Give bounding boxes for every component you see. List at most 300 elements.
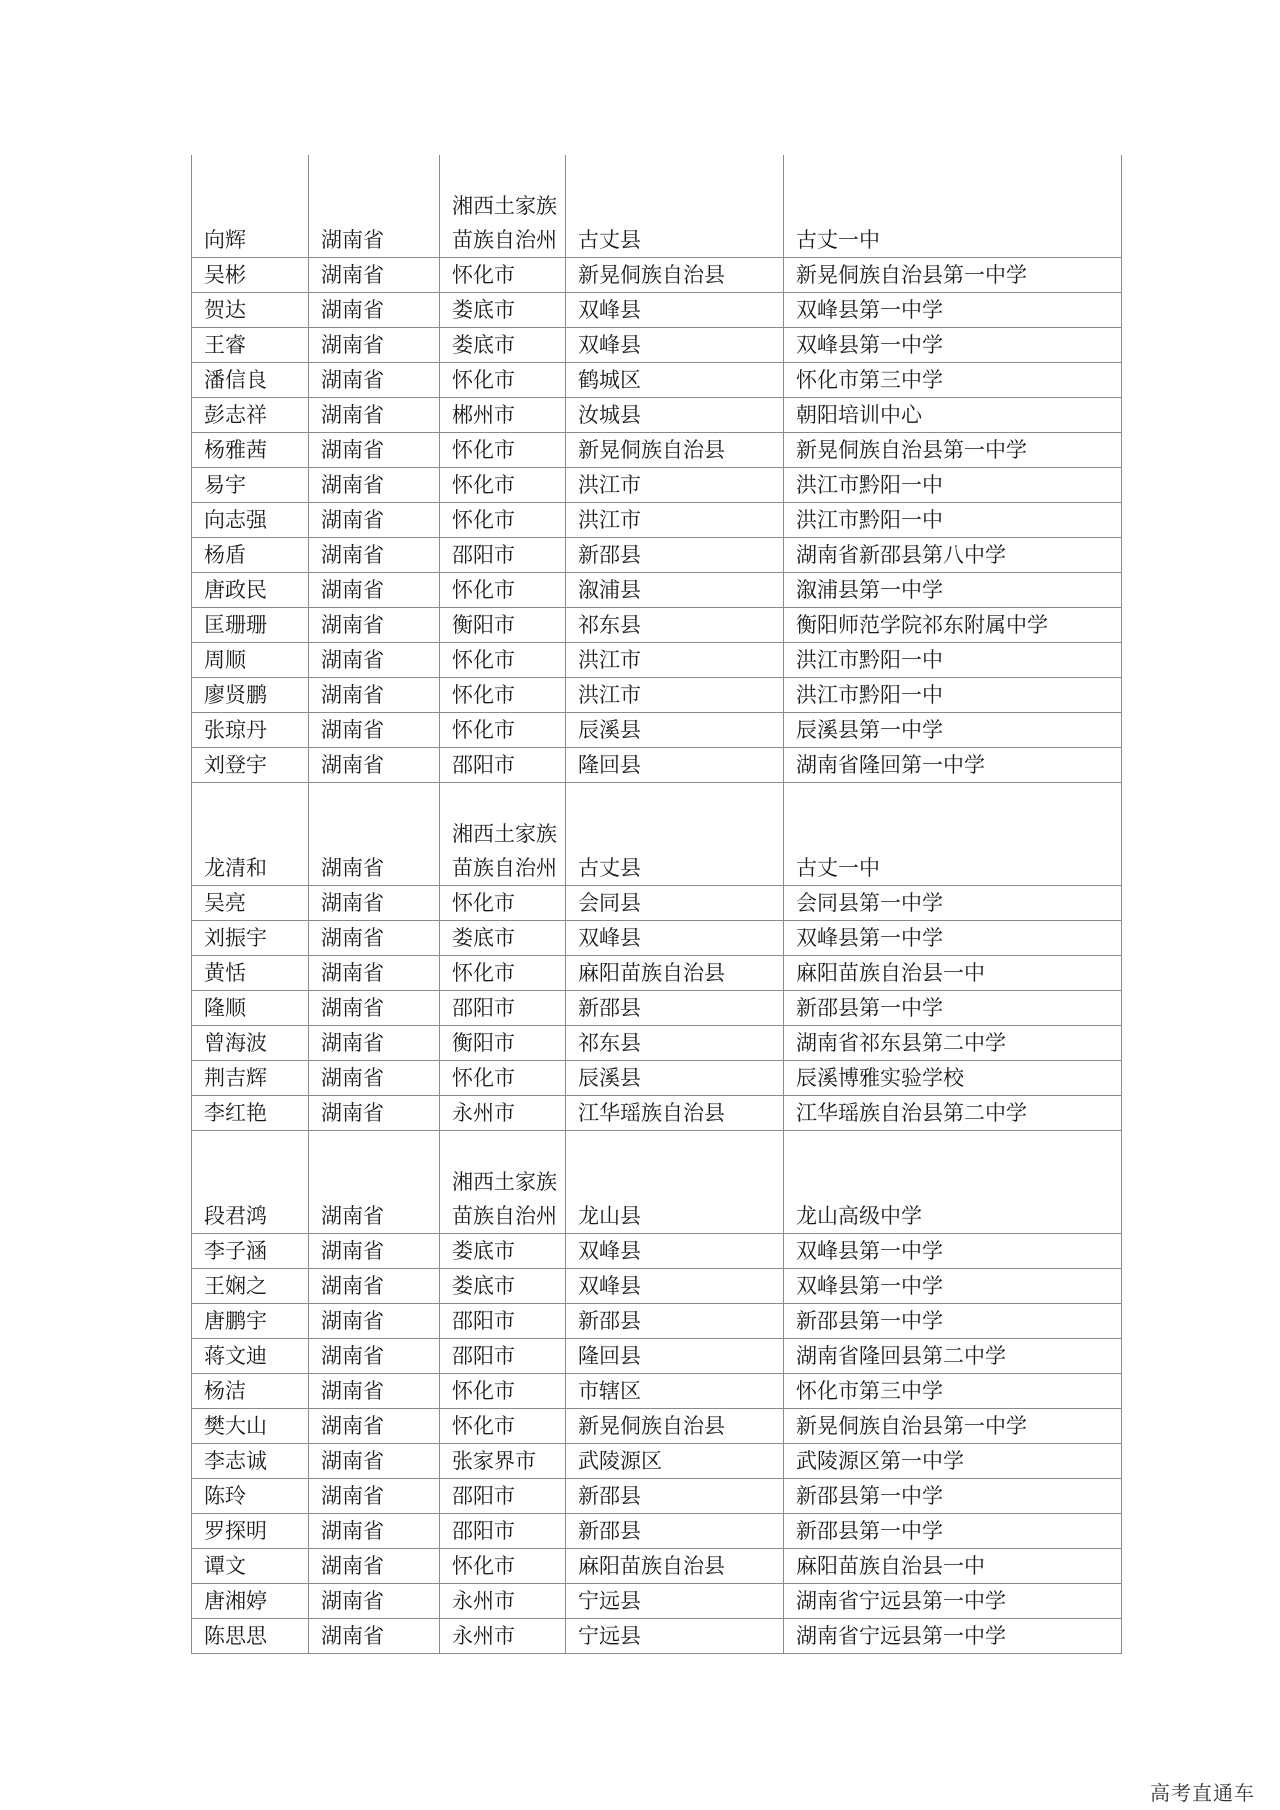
- city-text: 湘西土家族苗族自治州: [452, 822, 557, 880]
- province-text: 湖南省: [321, 298, 384, 322]
- table-row: [192, 1339, 1122, 1374]
- cell-name: [192, 1234, 309, 1269]
- county-text: 新晃侗族自治县: [578, 263, 725, 287]
- table-row: [192, 1234, 1122, 1269]
- school-text: 麻阳苗族自治县一中: [796, 961, 985, 985]
- county-text: 市辖区: [578, 1379, 641, 1403]
- name-text: 贺达: [204, 298, 246, 322]
- school-text: 溆浦县第一中学: [796, 578, 943, 602]
- cell-school: [784, 1061, 1122, 1096]
- cell-name: [192, 1304, 309, 1339]
- school-text: 古丈一中: [796, 856, 880, 880]
- cell-county: [566, 503, 784, 538]
- cell-city: [440, 573, 566, 608]
- cell-county: [566, 1234, 784, 1269]
- county-text: 江华瑶族自治县: [578, 1101, 725, 1125]
- school-text: 洪江市黔阳一中: [796, 508, 943, 532]
- roster-body: [192, 155, 1122, 1654]
- cell-city: [440, 538, 566, 573]
- roster-table: [191, 155, 1122, 1654]
- cell-county: [566, 921, 784, 956]
- province-text: 湖南省: [321, 613, 384, 637]
- cell-province: [309, 363, 440, 398]
- cell-school: [784, 538, 1122, 573]
- city-text: 怀化市: [452, 1414, 515, 1438]
- table-row: [192, 886, 1122, 921]
- cell-county: [566, 1479, 784, 1514]
- school-text: 衡阳师范学院祁东附属中学: [796, 613, 1048, 637]
- cell-school: [784, 748, 1122, 783]
- cell-county: [566, 258, 784, 293]
- province-text: 湖南省: [321, 438, 384, 462]
- cell-county: [566, 1619, 784, 1654]
- city-text: 怀化市: [452, 961, 515, 985]
- name-text: 段君鸿: [204, 1204, 267, 1228]
- county-text: 溆浦县: [578, 578, 641, 602]
- cell-city: [440, 678, 566, 713]
- school-text: 洪江市黔阳一中: [796, 648, 943, 672]
- cell-province: [309, 1269, 440, 1304]
- cell-name: [192, 155, 309, 258]
- city-text: 娄底市: [452, 1274, 515, 1298]
- county-text: 新晃侗族自治县: [578, 438, 725, 462]
- cell-city: [440, 643, 566, 678]
- cell-city: [440, 1409, 566, 1444]
- table-row: [192, 1584, 1122, 1619]
- cell-city: [440, 608, 566, 643]
- cell-city: [440, 783, 566, 886]
- school-text: 新邵县第一中学: [796, 1484, 943, 1508]
- province-text: 湖南省: [321, 1379, 384, 1403]
- cell-name: [192, 956, 309, 991]
- cell-county: [566, 1339, 784, 1374]
- watermark-text: 高考直通车: [1150, 1781, 1255, 1805]
- table-row: [192, 1479, 1122, 1514]
- province-text: 湖南省: [321, 996, 384, 1020]
- city-text: 邵阳市: [452, 1309, 515, 1333]
- cell-city: [440, 433, 566, 468]
- cell-province: [309, 1479, 440, 1514]
- name-text: 龙清和: [204, 856, 267, 880]
- cell-county: [566, 573, 784, 608]
- name-text: 曾海波: [204, 1031, 267, 1055]
- cell-name: [192, 1584, 309, 1619]
- county-text: 古丈县: [578, 856, 641, 880]
- province-text: 湖南省: [321, 1204, 384, 1228]
- cell-province: [309, 1131, 440, 1234]
- county-text: 新邵县: [578, 996, 641, 1020]
- name-text: 李志诚: [204, 1449, 267, 1473]
- cell-school: [784, 991, 1122, 1026]
- city-text: 怀化市: [452, 891, 515, 915]
- cell-school: [784, 608, 1122, 643]
- cell-county: [566, 1409, 784, 1444]
- school-text: 古丈一中: [796, 228, 880, 252]
- name-text: 杨洁: [204, 1379, 246, 1403]
- cell-city: [440, 1514, 566, 1549]
- name-text: 刘振宇: [204, 926, 267, 950]
- cell-name: [192, 713, 309, 748]
- cell-school: [784, 1026, 1122, 1061]
- city-text: 怀化市: [452, 508, 515, 532]
- cell-county: [566, 783, 784, 886]
- cell-county: [566, 398, 784, 433]
- county-text: 新邵县: [578, 1309, 641, 1333]
- cell-province: [309, 1234, 440, 1269]
- cell-province: [309, 573, 440, 608]
- cell-province: [309, 783, 440, 886]
- cell-name: [192, 886, 309, 921]
- school-text: 怀化市第三中学: [796, 368, 943, 392]
- school-text: 湖南省祁东县第二中学: [796, 1031, 1006, 1055]
- name-text: 陈思思: [204, 1624, 267, 1648]
- table-row: [192, 1026, 1122, 1061]
- city-text: 永州市: [452, 1624, 515, 1648]
- school-text: 江华瑶族自治县第二中学: [796, 1101, 1027, 1125]
- city-text: 衡阳市: [452, 1031, 515, 1055]
- county-text: 双峰县: [578, 1274, 641, 1298]
- county-text: 辰溪县: [578, 1066, 641, 1090]
- cell-school: [784, 886, 1122, 921]
- cell-province: [309, 503, 440, 538]
- cell-city: [440, 155, 566, 258]
- name-text: 向志强: [204, 508, 267, 532]
- province-text: 湖南省: [321, 1484, 384, 1508]
- city-text: 邵阳市: [452, 1344, 515, 1368]
- cell-county: [566, 468, 784, 503]
- county-text: 鹤城区: [578, 368, 641, 392]
- cell-school: [784, 468, 1122, 503]
- cell-school: [784, 1304, 1122, 1339]
- name-text: 张琼丹: [204, 718, 267, 742]
- cell-city: [440, 1584, 566, 1619]
- province-text: 湖南省: [321, 473, 384, 497]
- cell-name: [192, 1131, 309, 1234]
- county-text: 双峰县: [578, 333, 641, 357]
- cell-province: [309, 293, 440, 328]
- county-text: 麻阳苗族自治县: [578, 1554, 725, 1578]
- school-text: 湖南省新邵县第八中学: [796, 543, 1006, 567]
- cell-school: [784, 1479, 1122, 1514]
- school-text: 龙山高级中学: [796, 1204, 922, 1228]
- cell-name: [192, 398, 309, 433]
- table-row: [192, 1131, 1122, 1234]
- name-text: 向辉: [204, 228, 246, 252]
- cell-name: [192, 643, 309, 678]
- school-text: 湖南省隆回县第二中学: [796, 1344, 1006, 1368]
- cell-school: [784, 1409, 1122, 1444]
- school-text: 湖南省宁远县第一中学: [796, 1624, 1006, 1648]
- name-text: 彭志祥: [204, 403, 267, 427]
- cell-school: [784, 1374, 1122, 1409]
- cell-school: [784, 155, 1122, 258]
- cell-school: [784, 1234, 1122, 1269]
- school-text: 湖南省隆回第一中学: [796, 753, 985, 777]
- cell-name: [192, 748, 309, 783]
- province-text: 湖南省: [321, 1414, 384, 1438]
- county-text: 双峰县: [578, 298, 641, 322]
- cell-city: [440, 713, 566, 748]
- school-text: 双峰县第一中学: [796, 926, 943, 950]
- cell-name: [192, 363, 309, 398]
- table-row: [192, 1269, 1122, 1304]
- cell-county: [566, 678, 784, 713]
- county-text: 新邵县: [578, 1484, 641, 1508]
- cell-school: [784, 258, 1122, 293]
- school-text: 洪江市黔阳一中: [796, 473, 943, 497]
- county-text: 隆回县: [578, 1344, 641, 1368]
- cell-county: [566, 1061, 784, 1096]
- cell-province: [309, 1339, 440, 1374]
- school-text: 武陵源区第一中学: [796, 1449, 964, 1473]
- county-text: 洪江市: [578, 473, 641, 497]
- cell-province: [309, 258, 440, 293]
- province-text: 湖南省: [321, 403, 384, 427]
- table-row: [192, 155, 1122, 258]
- name-text: 蒋文迪: [204, 1344, 267, 1368]
- county-text: 麻阳苗族自治县: [578, 961, 725, 985]
- county-text: 武陵源区: [578, 1449, 662, 1473]
- province-text: 湖南省: [321, 1031, 384, 1055]
- table-row: [192, 363, 1122, 398]
- cell-school: [784, 293, 1122, 328]
- name-text: 杨雅茜: [204, 438, 267, 462]
- cell-name: [192, 1549, 309, 1584]
- city-text: 永州市: [452, 1101, 515, 1125]
- cell-city: [440, 293, 566, 328]
- school-text: 洪江市黔阳一中: [796, 683, 943, 707]
- cell-province: [309, 1026, 440, 1061]
- cell-city: [440, 1304, 566, 1339]
- cell-county: [566, 433, 784, 468]
- table-row: [192, 1444, 1122, 1479]
- cell-name: [192, 293, 309, 328]
- cell-county: [566, 1269, 784, 1304]
- name-text: 隆顺: [204, 996, 246, 1020]
- name-text: 罗探明: [204, 1519, 267, 1543]
- city-text: 湘西土家族苗族自治州: [452, 1170, 557, 1228]
- cell-province: [309, 678, 440, 713]
- table-row: [192, 538, 1122, 573]
- county-text: 新晃侗族自治县: [578, 1414, 725, 1438]
- cell-school: [784, 1514, 1122, 1549]
- cell-school: [784, 503, 1122, 538]
- table-row: [192, 328, 1122, 363]
- cell-county: [566, 643, 784, 678]
- cell-school: [784, 573, 1122, 608]
- cell-county: [566, 1374, 784, 1409]
- province-text: 湖南省: [321, 1589, 384, 1613]
- cell-province: [309, 1304, 440, 1339]
- cell-city: [440, 991, 566, 1026]
- city-text: 怀化市: [452, 718, 515, 742]
- cell-province: [309, 1619, 440, 1654]
- city-text: 怀化市: [452, 1379, 515, 1403]
- city-text: 邵阳市: [452, 543, 515, 567]
- cell-name: [192, 468, 309, 503]
- cell-county: [566, 1096, 784, 1131]
- cell-city: [440, 886, 566, 921]
- table-row: [192, 643, 1122, 678]
- cell-county: [566, 363, 784, 398]
- cell-county: [566, 956, 784, 991]
- city-text: 怀化市: [452, 1066, 515, 1090]
- cell-province: [309, 1061, 440, 1096]
- cell-province: [309, 398, 440, 433]
- cell-city: [440, 1374, 566, 1409]
- cell-province: [309, 713, 440, 748]
- cell-county: [566, 1444, 784, 1479]
- school-text: 怀化市第三中学: [796, 1379, 943, 1403]
- province-text: 湖南省: [321, 578, 384, 602]
- cell-name: [192, 608, 309, 643]
- city-text: 邵阳市: [452, 753, 515, 777]
- county-text: 宁远县: [578, 1589, 641, 1613]
- county-text: 龙山县: [578, 1204, 641, 1228]
- cell-school: [784, 1549, 1122, 1584]
- cell-city: [440, 1479, 566, 1514]
- cell-province: [309, 608, 440, 643]
- cell-school: [784, 921, 1122, 956]
- table-row: [192, 1304, 1122, 1339]
- cell-name: [192, 921, 309, 956]
- cell-province: [309, 433, 440, 468]
- cell-county: [566, 328, 784, 363]
- cell-city: [440, 328, 566, 363]
- city-text: 邵阳市: [452, 1519, 515, 1543]
- province-text: 湖南省: [321, 961, 384, 985]
- cell-county: [566, 1549, 784, 1584]
- table-row: [192, 398, 1122, 433]
- cell-province: [309, 538, 440, 573]
- city-text: 娄底市: [452, 298, 515, 322]
- county-text: 祁东县: [578, 613, 641, 637]
- province-text: 湖南省: [321, 333, 384, 357]
- cell-name: [192, 433, 309, 468]
- cell-city: [440, 748, 566, 783]
- name-text: 周顺: [204, 648, 246, 672]
- cell-county: [566, 713, 784, 748]
- cell-school: [784, 678, 1122, 713]
- table-row: [192, 678, 1122, 713]
- table-row: [192, 573, 1122, 608]
- county-text: 新邵县: [578, 1519, 641, 1543]
- cell-county: [566, 886, 784, 921]
- table-row: [192, 258, 1122, 293]
- cell-city: [440, 1096, 566, 1131]
- cell-school: [784, 1619, 1122, 1654]
- province-text: 湖南省: [321, 228, 384, 252]
- cell-province: [309, 643, 440, 678]
- school-text: 麻阳苗族自治县一中: [796, 1554, 985, 1578]
- table-row: [192, 1061, 1122, 1096]
- cell-name: [192, 1444, 309, 1479]
- name-text: 易宇: [204, 473, 246, 497]
- cell-name: [192, 1096, 309, 1131]
- table-row: [192, 783, 1122, 886]
- cell-school: [784, 1269, 1122, 1304]
- city-text: 怀化市: [452, 683, 515, 707]
- cell-name: [192, 783, 309, 886]
- city-text: 怀化市: [452, 263, 515, 287]
- cell-county: [566, 608, 784, 643]
- name-text: 樊大山: [204, 1414, 267, 1438]
- cell-name: [192, 538, 309, 573]
- cell-name: [192, 1479, 309, 1514]
- city-text: 张家界市: [452, 1449, 536, 1473]
- name-text: 李红艳: [204, 1101, 267, 1125]
- table-row: [192, 468, 1122, 503]
- cell-city: [440, 398, 566, 433]
- cell-name: [192, 1514, 309, 1549]
- province-text: 湖南省: [321, 1519, 384, 1543]
- cell-city: [440, 1339, 566, 1374]
- cell-name: [192, 991, 309, 1026]
- cell-province: [309, 956, 440, 991]
- table-row: [192, 991, 1122, 1026]
- county-text: 新邵县: [578, 543, 641, 567]
- name-text: 王娴之: [204, 1274, 267, 1298]
- table-row: [192, 956, 1122, 991]
- city-text: 郴州市: [452, 403, 515, 427]
- city-text: 怀化市: [452, 648, 515, 672]
- name-text: 刘登宇: [204, 753, 267, 777]
- name-text: 潘信良: [204, 368, 267, 392]
- county-text: 洪江市: [578, 648, 641, 672]
- cell-city: [440, 468, 566, 503]
- province-text: 湖南省: [321, 1449, 384, 1473]
- county-text: 祁东县: [578, 1031, 641, 1055]
- school-text: 双峰县第一中学: [796, 1274, 943, 1298]
- city-text: 衡阳市: [452, 613, 515, 637]
- city-text: 怀化市: [452, 438, 515, 462]
- cell-city: [440, 258, 566, 293]
- cell-province: [309, 1444, 440, 1479]
- name-text: 荆吉辉: [204, 1066, 267, 1090]
- table-row: [192, 921, 1122, 956]
- cell-county: [566, 1584, 784, 1619]
- cell-province: [309, 921, 440, 956]
- name-text: 吴彬: [204, 263, 246, 287]
- province-text: 湖南省: [321, 856, 384, 880]
- cell-school: [784, 713, 1122, 748]
- name-text: 唐政民: [204, 578, 267, 602]
- county-text: 洪江市: [578, 508, 641, 532]
- city-text: 邵阳市: [452, 1484, 515, 1508]
- table-row: [192, 713, 1122, 748]
- province-text: 湖南省: [321, 368, 384, 392]
- cell-county: [566, 155, 784, 258]
- city-text: 怀化市: [452, 578, 515, 602]
- cell-city: [440, 1619, 566, 1654]
- county-text: 古丈县: [578, 228, 641, 252]
- county-text: 洪江市: [578, 683, 641, 707]
- name-text: 王睿: [204, 333, 246, 357]
- school-text: 辰溪博雅实验学校: [796, 1066, 964, 1090]
- cell-county: [566, 748, 784, 783]
- table-row: [192, 1374, 1122, 1409]
- cell-name: [192, 1061, 309, 1096]
- cell-city: [440, 1131, 566, 1234]
- cell-name: [192, 503, 309, 538]
- name-text: 李子涵: [204, 1239, 267, 1263]
- cell-city: [440, 363, 566, 398]
- cell-province: [309, 1549, 440, 1584]
- cell-school: [784, 783, 1122, 886]
- table-row: [192, 748, 1122, 783]
- province-text: 湖南省: [321, 263, 384, 287]
- name-text: 黄恬: [204, 961, 246, 985]
